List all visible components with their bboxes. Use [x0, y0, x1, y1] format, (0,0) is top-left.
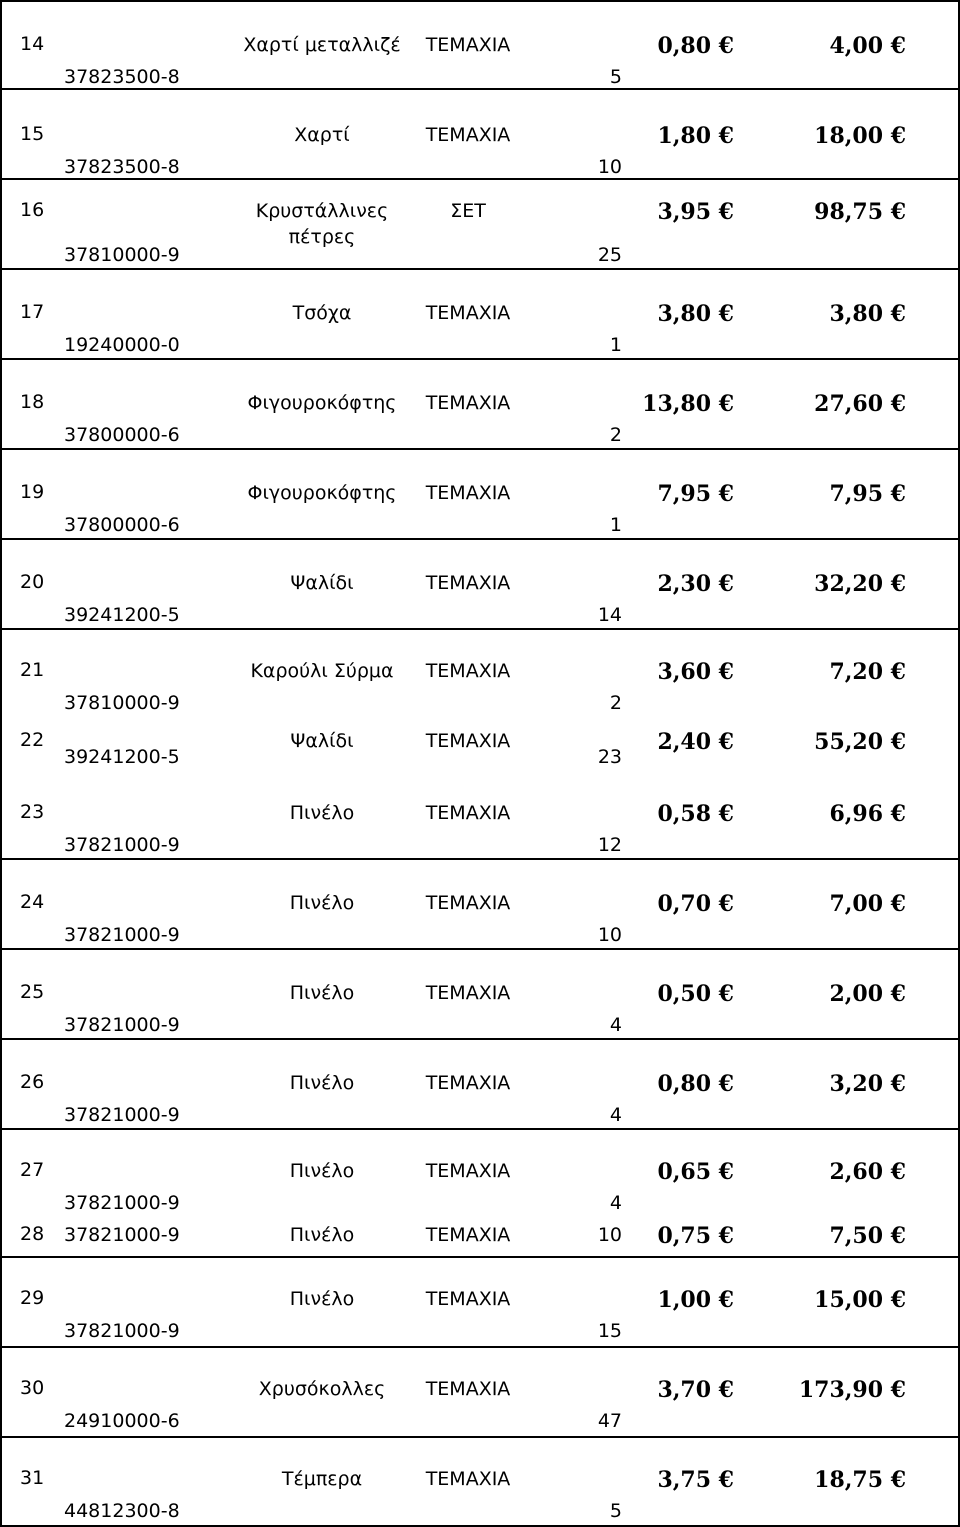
- cpv-code: 37823500-8: [64, 156, 180, 178]
- item-number: 21: [20, 659, 45, 681]
- row-divider: [0, 1038, 960, 1040]
- unit-price: 7,95 €: [657, 481, 734, 507]
- cpv-code: 37821000-9: [64, 1014, 180, 1036]
- item-description: Πινέλο: [289, 892, 355, 914]
- unit: ΤΕΜΑΧΙΑ: [425, 34, 511, 56]
- unit: ΤΕΜΑΧΙΑ: [425, 1378, 511, 1400]
- item-number: 25: [20, 981, 45, 1003]
- unit-price: 1,80 €: [657, 123, 734, 149]
- item-description: Καρούλι Σύρμα: [250, 660, 394, 682]
- item-number: 31: [20, 1467, 45, 1489]
- quantity: 10: [597, 924, 622, 946]
- cpv-code: 37821000-9: [64, 1192, 180, 1214]
- unit: ΤΕΜΑΧΙΑ: [425, 1288, 511, 1310]
- item-description: Ψαλίδι: [290, 572, 354, 594]
- row-divider: [0, 1256, 960, 1258]
- row-divider: [0, 1128, 960, 1130]
- row-divider: [0, 268, 960, 270]
- item-number: 17: [20, 301, 45, 323]
- cpv-code: 44812300-8: [64, 1500, 180, 1522]
- cpv-code: 37821000-9: [64, 924, 180, 946]
- item-description: Πινέλο: [289, 802, 355, 824]
- line-total: 7,50 €: [829, 1223, 906, 1249]
- cpv-code: 39241200-5: [64, 746, 180, 768]
- unit-price: 0,75 €: [657, 1223, 734, 1249]
- item-number: 19: [20, 481, 45, 503]
- cpv-code: 37810000-9: [64, 692, 180, 714]
- cpv-code: 37821000-9: [64, 1104, 180, 1126]
- item-description-line2: πέτρες: [288, 226, 356, 248]
- item-number: 22: [20, 729, 45, 751]
- quantity: 5: [609, 66, 622, 88]
- unit: ΤΕΜΑΧΙΑ: [425, 982, 511, 1004]
- quantity: 47: [597, 1410, 622, 1432]
- quantity: 4: [609, 1192, 622, 1214]
- line-total: 6,96 €: [829, 801, 906, 827]
- item-description: Κρυστάλλινες: [255, 200, 389, 222]
- quantity: 2: [609, 424, 622, 446]
- line-total: 2,60 €: [829, 1159, 906, 1185]
- unit-price: 0,70 €: [657, 891, 734, 917]
- cpv-code: 24910000-6: [64, 1410, 180, 1432]
- unit: ΤΕΜΑΧΙΑ: [425, 572, 511, 594]
- unit: ΤΕΜΑΧΙΑ: [425, 660, 511, 682]
- item-description: Πινέλο: [289, 1224, 355, 1246]
- row-divider: [0, 178, 960, 180]
- item-number: 24: [20, 891, 45, 913]
- unit: ΤΕΜΑΧΙΑ: [425, 392, 511, 414]
- line-total: 18,00 €: [814, 123, 906, 149]
- row-divider: [0, 358, 960, 360]
- unit-price: 0,58 €: [657, 801, 734, 827]
- unit-price: 3,80 €: [657, 301, 734, 327]
- line-total: 2,00 €: [829, 981, 906, 1007]
- quantity: 14: [597, 604, 622, 626]
- unit-price: 3,60 €: [657, 659, 734, 685]
- item-number: 18: [20, 391, 45, 413]
- line-total: 98,75 €: [814, 199, 906, 225]
- cpv-code: 37821000-9: [64, 834, 180, 856]
- unit-price: 13,80 €: [642, 391, 734, 417]
- line-total: 7,00 €: [829, 891, 906, 917]
- unit-price: 0,65 €: [657, 1159, 734, 1185]
- quantity: 5: [609, 1500, 622, 1522]
- item-description: Πινέλο: [289, 982, 355, 1004]
- item-number: 20: [20, 571, 45, 593]
- item-description: Ψαλίδι: [290, 730, 354, 752]
- line-total: 173,90 €: [798, 1377, 906, 1403]
- row-divider: [0, 538, 960, 540]
- item-number: 15: [20, 123, 45, 145]
- item-description: Φιγουροκόφτης: [247, 482, 397, 504]
- cpv-code: 19240000-0: [64, 334, 180, 356]
- quantity: 15: [597, 1320, 622, 1342]
- unit-price: 2,30 €: [657, 571, 734, 597]
- unit-price: 0,50 €: [657, 981, 734, 1007]
- line-total: 4,00 €: [829, 33, 906, 59]
- item-description: Πινέλο: [289, 1072, 355, 1094]
- item-description: Χαρτί μεταλλιζέ: [243, 34, 401, 56]
- line-total: 32,20 €: [814, 571, 906, 597]
- quantity: 1: [609, 334, 622, 356]
- item-number: 27: [20, 1159, 45, 1181]
- row-divider: [0, 88, 960, 90]
- item-description: Φιγουροκόφτης: [247, 392, 397, 414]
- item-description: Πινέλο: [289, 1160, 355, 1182]
- unit: ΣΕΤ: [450, 200, 486, 222]
- line-total: 3,80 €: [829, 301, 906, 327]
- line-total: 18,75 €: [814, 1467, 906, 1493]
- unit: ΤΕΜΑΧΙΑ: [425, 482, 511, 504]
- cpv-code: 37810000-9: [64, 244, 180, 266]
- row-divider: [0, 448, 960, 450]
- item-description: Χρυσόκολλες: [258, 1378, 386, 1400]
- unit: ΤΕΜΑΧΙΑ: [425, 124, 511, 146]
- quantity: 12: [597, 834, 622, 856]
- quantity: 4: [609, 1014, 622, 1036]
- row-divider: [0, 1436, 960, 1438]
- quantity: 25: [597, 244, 622, 266]
- row-divider: [0, 858, 960, 860]
- unit: ΤΕΜΑΧΙΑ: [425, 1468, 511, 1490]
- unit: ΤΕΜΑΧΙΑ: [425, 892, 511, 914]
- quantity: 4: [609, 1104, 622, 1126]
- quantity: 10: [597, 156, 622, 178]
- quantity: 1: [609, 514, 622, 536]
- cpv-code: 37821000-9: [64, 1224, 180, 1246]
- item-description: Πινέλο: [289, 1288, 355, 1310]
- unit: ΤΕΜΑΧΙΑ: [425, 1224, 511, 1246]
- item-description: Τέμπερα: [281, 1468, 363, 1490]
- cpv-code: 37821000-9: [64, 1320, 180, 1342]
- item-description: Χαρτί: [294, 124, 350, 146]
- item-number: 30: [20, 1377, 45, 1399]
- unit: ΤΕΜΑΧΙΑ: [425, 1160, 511, 1182]
- unit-price: 3,95 €: [657, 199, 734, 225]
- line-total: 55,20 €: [814, 729, 906, 755]
- item-number: 28: [20, 1223, 45, 1245]
- item-number: 26: [20, 1071, 45, 1093]
- cpv-code: 37800000-6: [64, 514, 180, 536]
- line-total: 15,00 €: [814, 1287, 906, 1313]
- item-number: 14: [20, 33, 45, 55]
- quantity: 23: [597, 746, 622, 768]
- unit-price: 0,80 €: [657, 1071, 734, 1097]
- row-divider: [0, 628, 960, 630]
- unit-price: 0,80 €: [657, 33, 734, 59]
- line-total: 27,60 €: [814, 391, 906, 417]
- line-total: 7,95 €: [829, 481, 906, 507]
- unit-price: 3,75 €: [657, 1467, 734, 1493]
- row-divider: [0, 0, 960, 2]
- quantity: 10: [597, 1224, 622, 1246]
- cpv-code: 37800000-6: [64, 424, 180, 446]
- cpv-code: 39241200-5: [64, 604, 180, 626]
- unit: ΤΕΜΑΧΙΑ: [425, 730, 511, 752]
- item-description: Τσόχα: [292, 302, 352, 324]
- item-number: 23: [20, 801, 45, 823]
- line-total: 7,20 €: [829, 659, 906, 685]
- unit-price: 1,00 €: [657, 1287, 734, 1313]
- item-number: 29: [20, 1287, 45, 1309]
- line-total: 3,20 €: [829, 1071, 906, 1097]
- unit: ΤΕΜΑΧΙΑ: [425, 1072, 511, 1094]
- cpv-code: 37823500-8: [64, 66, 180, 88]
- quantity: 2: [609, 692, 622, 714]
- unit-price: 3,70 €: [657, 1377, 734, 1403]
- table-border: [0, 0, 2, 1526]
- unit-price: 2,40 €: [657, 729, 734, 755]
- unit: ΤΕΜΑΧΙΑ: [425, 802, 511, 824]
- unit: ΤΕΜΑΧΙΑ: [425, 302, 511, 324]
- row-divider: [0, 948, 960, 950]
- row-divider: [0, 1346, 960, 1348]
- item-number: 16: [20, 199, 45, 221]
